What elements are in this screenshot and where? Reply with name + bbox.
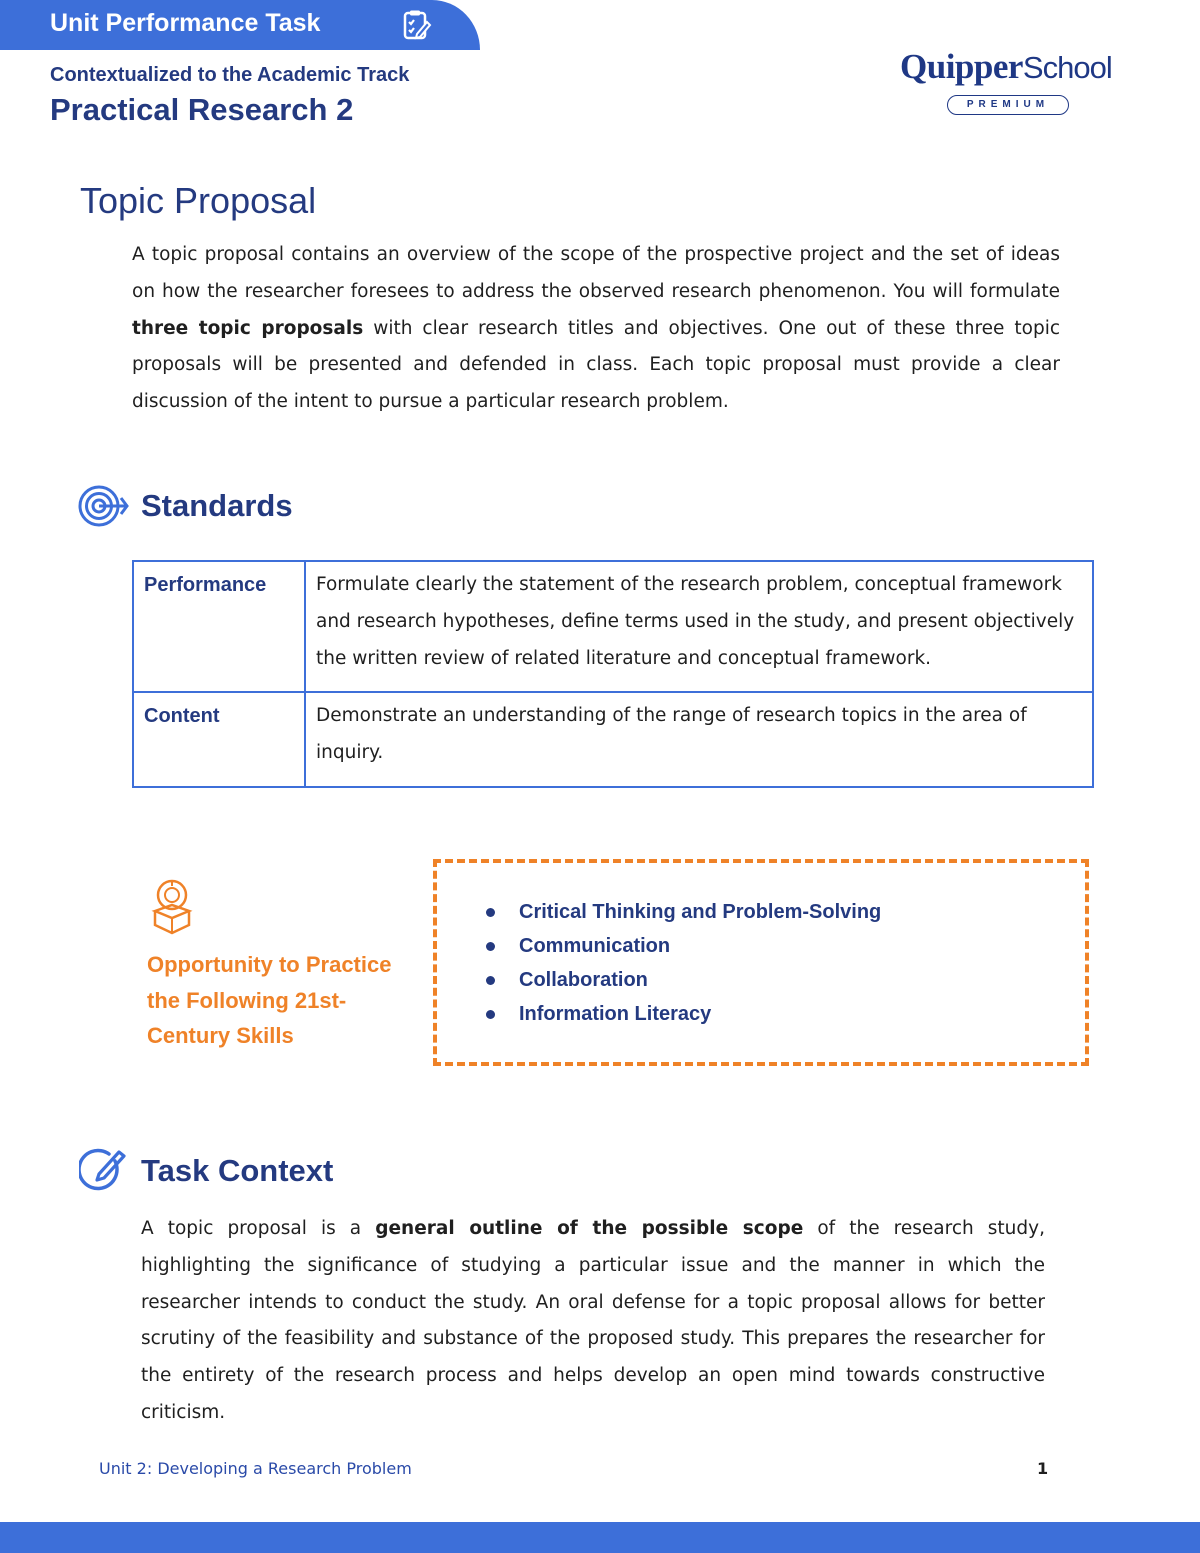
footer-bar	[0, 1522, 1200, 1553]
pencil-circle-icon	[79, 1147, 127, 1193]
banner-title: Unit Performance Task	[50, 9, 321, 37]
header-banner	[0, 0, 480, 50]
page-number: 1	[1037, 1459, 1049, 1478]
list-item	[484, 895, 881, 929]
table-row	[133, 692, 1093, 787]
skill-label: Critical Thinking and Problem-Solving	[519, 901, 882, 923]
task-context-heading: Task Context	[141, 1153, 334, 1188]
intro-text-2: with clear research titles and objectives. One out of these three topic proposals will be presented and defended in class. Each topic proposal must provide a clear discussion of the intent to pursue a particular research problem.	[132, 317, 1061, 413]
standards-table	[132, 560, 1094, 788]
skills-badge-icon	[147, 877, 197, 939]
standards-label: Performance	[133, 561, 305, 692]
skills-list	[484, 895, 881, 1031]
task-context-text	[141, 1211, 1045, 1432]
intro-text-1: A topic proposal contains an overview of the scope of the prospective project and the set of ideas on how the researcher foresees to address the observed research phenomenon. You will formulate	[132, 244, 1060, 302]
topic-proposal-heading: Topic Proposal	[80, 180, 317, 221]
skill-label: Collaboration	[519, 969, 648, 991]
quipper-school-logo	[900, 48, 1125, 115]
track-subtitle: Contextualized to the Academic Track	[50, 64, 410, 86]
standards-text: Formulate clearly the statement of the research problem, conceptual framework and research hypotheses, define terms used in the study, and present objectively the written review of related literature and conceptual framework.	[305, 561, 1093, 692]
list-item	[484, 929, 881, 963]
bullet-icon	[486, 976, 495, 985]
bullet-icon	[486, 942, 495, 951]
standards-label: Content	[133, 692, 305, 787]
topic-proposal-intro	[132, 237, 1060, 421]
skill-label: Communication	[519, 935, 671, 957]
list-item	[484, 997, 881, 1031]
task-text-1: A topic proposal is a	[141, 1218, 376, 1239]
list-item	[484, 963, 881, 997]
standards-text: Demonstrate an understanding of the range of research topics in the area of inquiry.	[305, 692, 1093, 787]
logo-brand-bold: Quipper	[900, 47, 1023, 86]
subject-title: Practical Research 2	[50, 92, 354, 127]
target-icon	[77, 484, 133, 528]
footer-unit: Unit 2: Developing a Research Problem	[99, 1459, 412, 1478]
bullet-icon	[486, 1010, 495, 1019]
logo-brand-light: School	[1022, 50, 1112, 85]
intro-bold: three topic proposals	[132, 317, 364, 339]
skills-label: Opportunity to Practice the Following 21st-Century Skills	[147, 952, 392, 1048]
standards-heading: Standards	[141, 488, 293, 523]
clipboard-check-icon	[400, 9, 432, 41]
bullet-icon	[486, 908, 495, 917]
skill-label: Information Literacy	[519, 1003, 712, 1025]
task-text-2: of the research study, highlighting the significance of studying a particular issue and the manner in which the researcher intends to conduct the study. An oral defense for a topic proposal allows for better scrutiny of the feasibility and substance of the proposed study. This prepares the researcher for the entirety of the research process and helps develop an open mind towards constructive criticism.	[141, 1218, 1045, 1423]
task-bold: general outline of the possible scope	[375, 1218, 804, 1239]
logo-premium-badge: PREMIUM	[947, 95, 1069, 115]
table-row	[133, 561, 1093, 692]
